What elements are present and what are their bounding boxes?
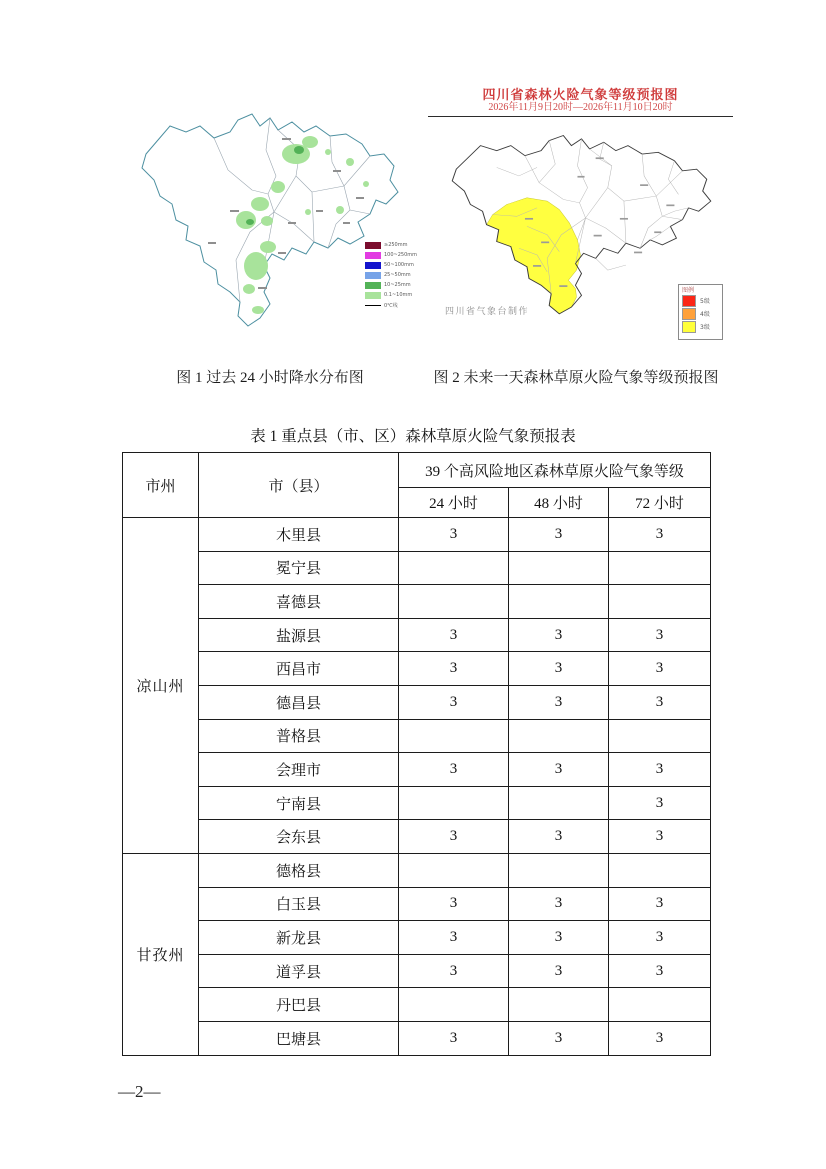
- prefecture-cell: 凉山州: [123, 518, 199, 854]
- legend-item: [682, 307, 719, 320]
- risk-level-cell: 3: [509, 954, 609, 988]
- risk-level-cell: 3: [609, 887, 711, 921]
- county-cell: 盐源县: [199, 618, 399, 652]
- risk-level-cell: 3: [509, 685, 609, 719]
- fire-legend: [678, 284, 723, 340]
- legend-swatch: [682, 295, 696, 307]
- risk-level-cell: 3: [399, 921, 509, 955]
- county-cell: 西昌市: [199, 652, 399, 686]
- risk-level-cell: [609, 853, 711, 887]
- risk-level-cell: [609, 551, 711, 585]
- risk-level-cell: 3: [509, 820, 609, 854]
- legend-label: 3级: [700, 324, 710, 331]
- county-cell: 宁南县: [199, 786, 399, 820]
- legend-label: 5级: [700, 298, 710, 305]
- legend-swatch: [365, 272, 381, 279]
- legend-item: [365, 260, 420, 270]
- table-row: [123, 685, 711, 719]
- legend-label: 25~50mm: [384, 272, 411, 278]
- legend-label: 0.1~10mm: [384, 292, 413, 298]
- risk-level-cell: 3: [609, 685, 711, 719]
- risk-level-cell: 3: [609, 618, 711, 652]
- legend-label: 4级: [700, 311, 710, 318]
- county-cell: 白玉县: [199, 887, 399, 921]
- county-cell: 丹巴县: [199, 988, 399, 1022]
- risk-level-cell: 3: [399, 518, 509, 552]
- risk-level-cell: [509, 988, 609, 1022]
- legend-item: [365, 250, 420, 260]
- table-row: [123, 921, 711, 955]
- county-cell: 德格县: [199, 853, 399, 887]
- risk-level-cell: 3: [609, 518, 711, 552]
- precip-legend: [365, 240, 420, 310]
- table-header-row-1: [123, 453, 711, 488]
- legend-item: [365, 280, 420, 290]
- risk-level-cell: 3: [399, 887, 509, 921]
- legend-swatch: [365, 262, 381, 269]
- fire-legend-title: 图例: [682, 287, 695, 294]
- risk-level-cell: 3: [399, 753, 509, 787]
- header-prefecture: 市州: [123, 453, 199, 518]
- risk-level-cell: [399, 988, 509, 1022]
- risk-level-cell: [399, 786, 509, 820]
- risk-level-cell: 3: [609, 820, 711, 854]
- risk-level-cell: [509, 719, 609, 753]
- header-risk-span: 39 个高风险地区森林草原火险气象等级: [399, 453, 711, 488]
- legend-item: [365, 300, 420, 310]
- legend-item: [682, 294, 719, 307]
- risk-level-cell: 3: [609, 652, 711, 686]
- county-cell: 普格县: [199, 719, 399, 753]
- legend-item: [365, 270, 420, 280]
- figure2-caption: 图 2 未来一天森林草原火险气象等级预报图: [433, 370, 719, 386]
- header-24h: 24 小时: [399, 488, 509, 518]
- prefecture-cell: 甘孜州: [123, 853, 199, 1055]
- table-row: [123, 551, 711, 585]
- county-cell: 会东县: [199, 820, 399, 854]
- legend-item: [682, 320, 719, 333]
- table-row: [123, 518, 711, 552]
- legend-item: [365, 240, 420, 250]
- risk-level-cell: 3: [609, 753, 711, 787]
- county-cell: 木里县: [199, 518, 399, 552]
- figure1-caption: 图 1 过去 24 小时降水分布图: [176, 370, 364, 386]
- table-row: [123, 652, 711, 686]
- county-cell: 会理市: [199, 753, 399, 787]
- table-row: [123, 887, 711, 921]
- risk-level-cell: 3: [509, 518, 609, 552]
- risk-level-cell: [609, 585, 711, 619]
- risk-level-cell: [509, 853, 609, 887]
- risk-level-cell: 3: [399, 954, 509, 988]
- county-cell: 喜德县: [199, 585, 399, 619]
- risk-level-cell: 3: [509, 652, 609, 686]
- header-48h: 48 小时: [509, 488, 609, 518]
- county-cell: 新龙县: [199, 921, 399, 955]
- risk-level-cell: 3: [399, 820, 509, 854]
- page-number: —2—: [118, 1082, 161, 1101]
- table-row: [123, 820, 711, 854]
- figure-fire-risk-map: [428, 88, 733, 350]
- risk-level-cell: 3: [609, 786, 711, 820]
- risk-level-cell: [509, 551, 609, 585]
- risk-level-cell: [399, 719, 509, 753]
- table-row: [123, 585, 711, 619]
- table-row: [123, 988, 711, 1022]
- risk-level-cell: 3: [399, 652, 509, 686]
- legend-label: 10~25mm: [384, 282, 411, 288]
- risk-level-cell: 3: [509, 1021, 609, 1055]
- header-72h: 72 小时: [609, 488, 711, 518]
- map-credit: 四川省气象台制作: [445, 306, 530, 316]
- risk-level-cell: 3: [609, 1021, 711, 1055]
- legend-swatch: [682, 321, 696, 333]
- legend-swatch: [365, 305, 381, 306]
- risk-level-cell: [609, 719, 711, 753]
- precipitation-patches: [236, 136, 369, 314]
- legend-label: 0℃线: [384, 302, 398, 309]
- risk-level-cell: [399, 551, 509, 585]
- fire-map-subtitle: 2026年11月9日20时—2026年11月10日20时: [488, 102, 673, 113]
- legend-swatch: [365, 242, 381, 249]
- county-cell: 德昌县: [199, 685, 399, 719]
- risk-level-cell: 3: [509, 618, 609, 652]
- table-title: 表 1 重点县（市、区）森林草原火险气象预报表: [250, 428, 576, 445]
- risk-level-cell: 3: [399, 1021, 509, 1055]
- risk-level-cell: [509, 786, 609, 820]
- figure-precipitation-map: [118, 92, 420, 347]
- table-row: [123, 753, 711, 787]
- risk-level-cell: 3: [509, 921, 609, 955]
- risk-level-cell: [609, 988, 711, 1022]
- county-cell: 道孚县: [199, 954, 399, 988]
- table-row: [123, 853, 711, 887]
- risk-level-cell: 3: [509, 753, 609, 787]
- legend-swatch: [365, 292, 381, 299]
- legend-label: 100~250mm: [384, 252, 418, 258]
- risk-level-cell: 3: [509, 887, 609, 921]
- risk-level-cell: [509, 585, 609, 619]
- risk-level-cell: 3: [609, 954, 711, 988]
- risk-level-cell: 3: [609, 921, 711, 955]
- legend-label: ≥250mm: [384, 242, 408, 248]
- table-row: [123, 786, 711, 820]
- legend-swatch: [682, 308, 696, 320]
- header-county: 市（县）: [199, 453, 399, 518]
- forecast-table-body: [123, 518, 711, 1056]
- risk-level-cell: 3: [399, 685, 509, 719]
- table-row: [123, 618, 711, 652]
- county-cell: 冕宁县: [199, 551, 399, 585]
- risk-level-cell: [399, 853, 509, 887]
- fire-risk-forecast-table: [122, 452, 711, 1056]
- table-row: [123, 954, 711, 988]
- legend-label: 50~100mm: [384, 262, 414, 268]
- legend-item: [365, 290, 420, 300]
- table-row: [123, 1021, 711, 1055]
- legend-swatch: [365, 282, 381, 289]
- fire-map-title: 四川省森林火险气象等级预报图: [482, 87, 679, 102]
- table-row: [123, 719, 711, 753]
- risk-level-cell: [399, 585, 509, 619]
- risk-level-cell: 3: [399, 618, 509, 652]
- county-cell: 巴塘县: [199, 1021, 399, 1055]
- legend-swatch: [365, 252, 381, 259]
